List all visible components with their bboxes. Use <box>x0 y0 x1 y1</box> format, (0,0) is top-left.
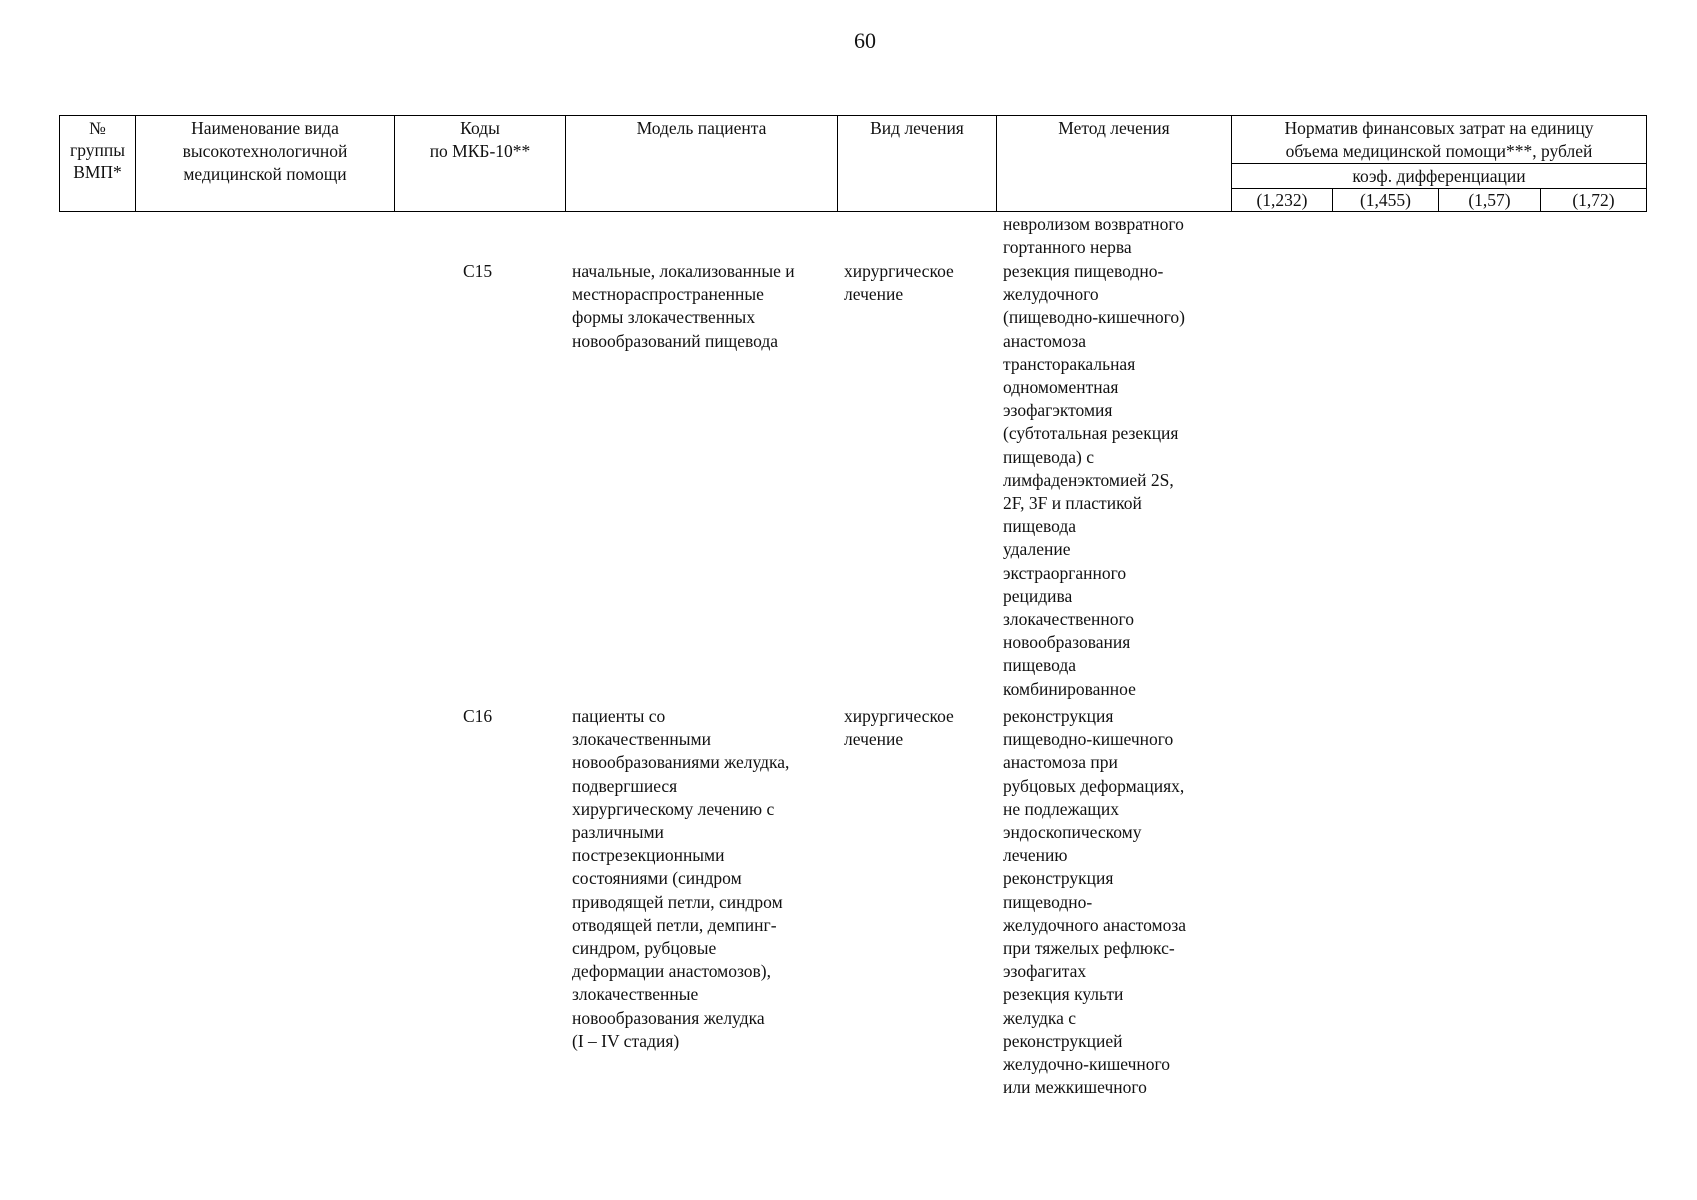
table-header <box>59 115 1647 212</box>
header-group-number: № группы ВМП* <box>70 118 125 182</box>
method-continuation: невролизом возвратного гортанного нерва <box>1003 214 1184 258</box>
page-number: 60 <box>854 28 876 53</box>
header-treatment-method: Метод лечения <box>1058 118 1170 138</box>
header-treatment-type: Вид лечения <box>870 118 964 138</box>
row-c16-code: C16 <box>463 706 493 726</box>
row-c15-treatment-method: резекция пищеводно- желудочного (пищеводно-кишечного) анастомоза трансторакальная одномоментная эзофагэктомия (субтотальная резекция пищевода) с лимфаденэктомией 2S, 2F, 3F и пластикой пищевода удаление экстраорганного рецидива злокачественного новообразования пищевода комбинированное <box>1003 261 1185 699</box>
row-c15-patient-model: начальные, локализованные и местнораспространенные формы злокачественных новообразований пищевода <box>572 261 795 351</box>
row-c16-treatment-type: хирургическое лечение <box>844 706 954 750</box>
coef-value: (1,232) <box>1256 190 1308 210</box>
header-care-name: Наименование вида высокотехнологичной медицинской помощи <box>182 118 348 184</box>
coef-value: (1,455) <box>1359 190 1412 210</box>
row-c16-patient-model: пациенты со злокачественными новообразованиями желудка, подвергшиеся хирургическому лечению с различными пострезекционными состояниями (синдром приводящей петли, синдром отводящей петли, демпинг- синдром, рубцовые деформации анастомозов), злокачественные новообразования желудка (I – IV стадия) <box>572 706 790 1051</box>
coef-value: (1,57) <box>1468 190 1511 210</box>
row-c15-treatment-type: хирургическое лечение <box>844 261 954 305</box>
header-patient-model: Модель пациента <box>636 118 767 138</box>
header-cost-norm: Норматив финансовых затрат на единицу объема медицинской помощи***, рублей <box>1284 118 1594 161</box>
coef-value: (1,72) <box>1572 190 1615 210</box>
header-icd-codes: Коды по МКБ-10** <box>429 118 531 161</box>
row-c15-code: C15 <box>463 261 493 281</box>
header-coefficient: коэф. дифференциации <box>1352 166 1526 186</box>
row-c16-treatment-method: реконструкция пищеводно-кишечного анастомоза при рубцовых деформациях, не подлежащих эндоскопическому лечению реконструкция пищеводно- желудочного анастомоза при тяжелых рефлюкс- эзофагитах резекция культи желудка с реконструкцией желудочно-кишечного или межкишечного <box>1003 706 1186 1098</box>
